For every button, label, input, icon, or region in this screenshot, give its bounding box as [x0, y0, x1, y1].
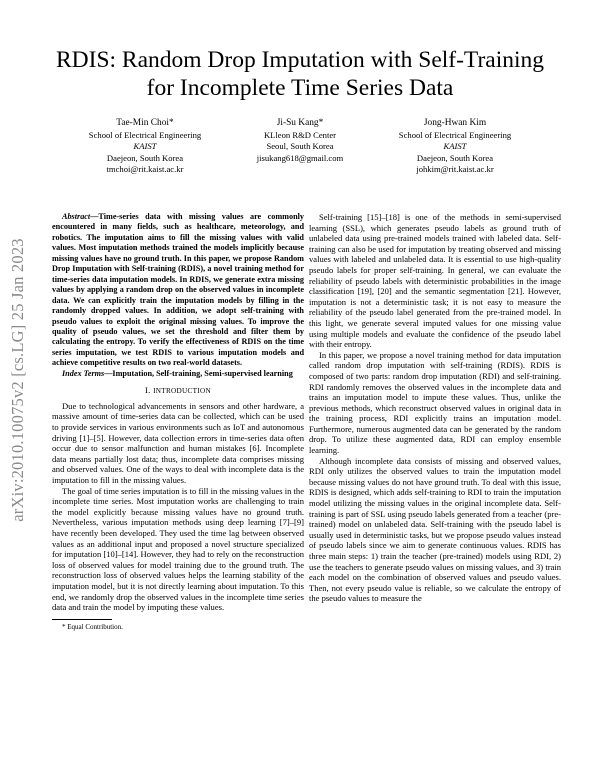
- author-1: [70, 118, 220, 176]
- arxiv-identifier-text: arXiv:2010.10075v2 [cs.LG] 25 Jan 2023: [8, 238, 27, 522]
- author-email: jisukang618@gmail.com: [256, 152, 344, 163]
- author-location: Seoul, South Korea: [266, 141, 334, 151]
- author-email: johkim@rit.kaist.ac.kr: [416, 164, 494, 174]
- author-3: [380, 118, 530, 176]
- footnote-rule: [52, 619, 112, 620]
- author-institution: KAIST: [133, 141, 157, 151]
- author-2: [230, 118, 370, 164]
- body-paragraph: Although incomplete data consists of missing and observed values, RDI only utilizes the observed values to train the imputation model because missing values do not have ground truth. To deal with this issue, RDIS is designed, which adds self-training to RDI to train the imputation model utilizing the missing values in the original incomplete data. Self-training is part of SSL using pseudo labels generated from a teacher (pre-trained) model on unlabeled data. Self-training with the pseudo label is usually used in deterministic tasks, but we propose pseudo values instead of pseudo labels since we aim to generate continuous values. RDIS has three main steps: 1) train the teacher (pre-trained) models using RDI, 2) use the teachers to generate pseudo values on missing values, and 3) train each model on the combination of observed values and pseudo values. Then, not every pseudo value is reliable, so we calculate the entropy of the pseudo values to measure the: [309, 455, 561, 604]
- index-terms-label: Index Terms: [62, 368, 105, 378]
- author-department: School of Electrical Engineering: [398, 129, 512, 140]
- abstract: [52, 212, 304, 369]
- right-column: [309, 212, 561, 604]
- author-location: Daejeon, South Korea: [106, 152, 184, 163]
- author-institution: KAIST: [443, 141, 467, 151]
- section-heading: [52, 385, 304, 397]
- body-paragraph: Due to technological advancements in sensors and other hardware, a massive amount of time-series data can be collected, which can be used to provide services in various environments such as IoT and autonomous driving [1]–[5]. However, data collection errors in time-series data often occur due to sensor malfunction and human mistakes [6]. Incomplete data means partially lost data; thus, incomplete data comprises missing and observed values. One of the ways to deal with incomplete data is the imputation to fill in the missing values.: [52, 400, 304, 485]
- author-department: School of Electrical Engineering: [88, 129, 202, 140]
- footnote: * Equal Contribution.: [62, 622, 123, 631]
- section-title: INTRODUCTION: [153, 387, 211, 396]
- author-name: Ji-Su Kang*: [276, 118, 324, 128]
- index-terms: [52, 369, 304, 379]
- paper-title-line-1: RDIS: Random Drop Imputation with Self-Training: [55, 47, 545, 73]
- author-email: tmchoi@rit.kaist.ac.kr: [106, 164, 184, 174]
- author-affiliation: KLleon R&D Center: [263, 129, 337, 140]
- body-paragraph: The goal of time series imputation is to fill in the missing values in the incomplete time series. Most imputation works are challenging to train the model explicitly because missing values have no ground truth. Nevertheless, various imputation methods using deep learning [7]–[9] have recently been developed. They used the time lag between observed values as an additional input and proposed a novel structure specialized for imputation [10]–[14]. However, they had to rely on the reconstruction loss of observed values for model training due to the ground truth. The reconstruction loss of observed values helps the learning stability of the imputation model, but it is not directly learning about imputation. To this end, we randomly drop the observed values in the incomplete time series data and train the model by imputing these values.: [52, 485, 304, 613]
- author-location: Daejeon, South Korea: [416, 152, 494, 163]
- arxiv-identifier-stamp: [3, 195, 33, 565]
- author-name: Jong-Hwan Kim: [423, 118, 487, 128]
- author-block: [40, 118, 560, 188]
- section-number: I.: [145, 385, 151, 396]
- body-paragraph: In this paper, we propose a novel training method for data imputation called random drop imputation with self-training (RDIS). RDIS is composed of two parts: random drop imputation (RDI) and self-training. RDI randomly removes the observed values in the incomplete data and trains an imputation model to impute these values. Thus, unlike the previous methods, which reconstruct observed values in original data in the training process, RDI explicitly trains an imputation model. Furthermore, numerous augmented data can be generated by the random drop. To utilize these augmented data, RDI can employ ensemble learning.: [309, 349, 561, 456]
- index-terms-text: —Imputation, Self-training, Semi-supervised learning: [104, 368, 293, 378]
- paper-title: [40, 46, 560, 102]
- paper-title-line-2: for Incomplete Time Series Data: [146, 75, 454, 101]
- left-column: [52, 212, 304, 632]
- author-name: Tae-Min Choi*: [116, 118, 174, 128]
- abstract-label: Abstract: [62, 212, 91, 221]
- abstract-text: —Time-series data with missing values are commonly encountered in many fields, such as healthcare, meteorology, and robotics. The imputation aims to fill the missing values with valid values. Most imputation methods trained the models implicitly because missing values have no ground truth. In this paper, we propose Random Drop Imputation with Self-training (RDIS), a novel training method for time-series data imputation models. In RDIS, we generate extra missing values by applying a random drop on the observed values in incomplete data. We can explicitly train the imputation models by filling in the randomly dropped values. In addition, we adopt self-training with pseudo values to exploit the original missing values. To improve the quality of pseudo values, we set the threshold and filter them by calculating the entropy. To verify the effectiveness of RDIS on the time series imputation, we test RDIS to various imputation models and achieve competitive results on two real-world datasets.: [52, 212, 304, 368]
- body-paragraph: Self-training [15]–[18] is one of the methods in semi-supervised learning (SSL), which generates pseudo labels as ground truth of unlabeled data using pre-trained models trained with labeled data. Self-training can also be used for imputation by treating observed and missing values with labeled and unlabeled data. It is essential to use high-quality pseudo labels for proper self-training. In general, we can evaluate the reliability of pseudo labels with deterministic probabilities in the image classification [19], [20] and the semantic segmentation [21]. However, imputation is not a deterministic task; it is not easy to measure the reliability of the pseudo label generated from the pre-trained model. In this light, we generate several imputed values for one missing value using multiple models and evaluate the confidence of the pseudo label with their entropy.: [309, 212, 561, 350]
